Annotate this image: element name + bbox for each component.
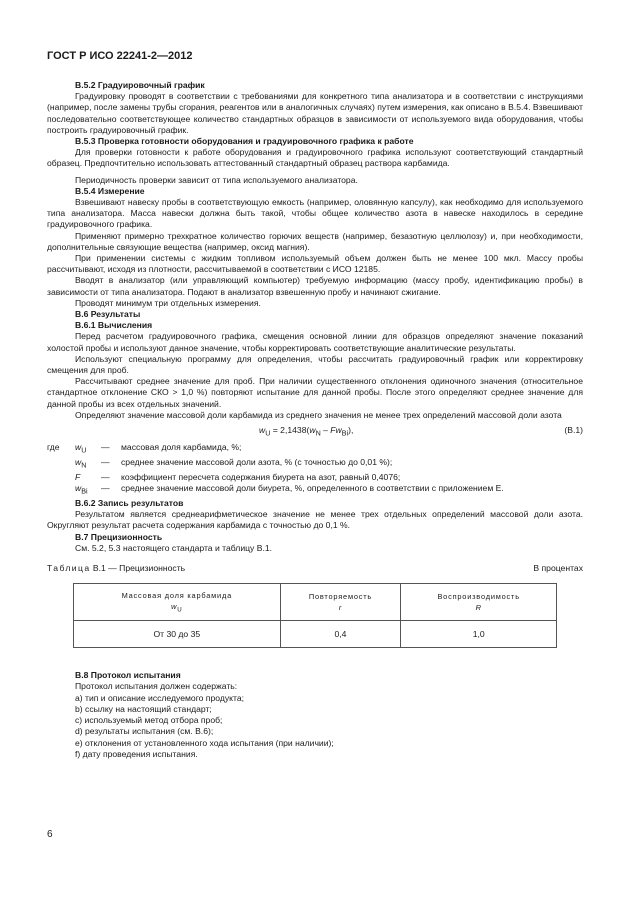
table-unit: В процентах xyxy=(533,563,583,574)
protocol-list xyxy=(75,681,583,759)
precision-table xyxy=(73,583,557,648)
table-cell: 0,4 xyxy=(280,621,401,648)
legend-symbol: $w_N$ xyxy=(75,457,87,470)
formula-legend: где $w_U$ — массовая доля карбамида, %; $w_N$ — среднее значение массовой доли азота, % (с точностью до 0,01 %); F — коэффициент пересчета содержания биурета на азот, равный 0,4076; $w_{Bi}$ — среднее значение массовой доли биурета, %, определенного в соответствии с приложением Е. xyxy=(47,442,583,498)
section-b61-paragraph-2: Используют специальную программу для определения, чтобы рассчитать градуировочный график или корректировку смещения для проб. xyxy=(47,353,583,376)
section-b54-paragraph-2: Применяют примерно трехкратное количество горючих веществ (например, безазотную целлюлозу) и, при необходимости, дополнительные связующие вещества (например, оксид магния). xyxy=(47,230,583,252)
formula-b1 xyxy=(47,425,583,439)
table-header-row xyxy=(74,584,557,621)
document-body xyxy=(47,80,583,760)
document-header: ГОСТ Р ИСО 22241-2—2012 xyxy=(47,50,193,62)
legend-symbol: F xyxy=(75,471,81,482)
section-b54-paragraph-1: Взвешивают навеску пробы в соответствующую емкость (например, оловянную капсулу), как необходимо для используемого типа анализатора. Масса навески должна быть такой, чтобы общее количество азота в навеске находилось в середине градуировочного графика. xyxy=(47,197,583,230)
table-header-cell: Массовая доля карбамида $w_U$ xyxy=(74,584,281,621)
table-caption xyxy=(47,563,583,574)
legend-text: коэффициент пересчета содержания биурета на азот, равный 0,4076; xyxy=(121,471,401,482)
list-item: b) ссылку на настоящий стандарт; xyxy=(75,703,212,714)
section-b54-paragraph-4: Вводят в анализатор (или управляющий компьютер) требуемую информацию (массу пробу, идентификацию пробы) в зависимости от типа анализатора. Подают в анализатор взвешенную пробу и начинают сжигание. xyxy=(47,275,583,297)
section-b61-title: В.6.1 Вычисления xyxy=(75,320,153,331)
section-b7-paragraph: См. 5.2, 5.3 настоящего стандарта и таблицу В.1. xyxy=(75,542,273,553)
list-item: e) отклонения от установленного хода испытания (при наличии); xyxy=(75,737,334,748)
section-b8-title: В.8 Протокол испытания xyxy=(75,670,181,681)
section-b54-paragraph-5: Проводят минимум три отдельных измерения. xyxy=(75,297,261,308)
section-b54-title: В.5.4 Измерение xyxy=(75,185,145,196)
table-cell: 1,0 xyxy=(401,621,557,648)
legend-where-word: где xyxy=(47,442,60,453)
list-item: a) тип и описание исследуемого продукта; xyxy=(75,692,245,703)
legend-symbol: $w_U$ xyxy=(75,442,87,455)
section-b52-title: В.5.2 Градуировочный график xyxy=(75,80,205,90)
formula-number: (В.1) xyxy=(564,425,583,436)
table-row xyxy=(74,621,557,648)
legend-text: массовая доля карбамида, %; xyxy=(121,442,242,453)
formula-expression: $w_U = 2,1438(w_N - Fw_{Bi})$, xyxy=(259,425,354,438)
protocol-intro: Протокол испытания должен содержать: xyxy=(75,681,238,692)
legend-symbol: $w_{Bi}$ xyxy=(75,483,88,496)
page-number: 6 xyxy=(47,829,53,840)
legend-text: среднее значение массовой доли азота, % (с точностью до 0,01 %); xyxy=(121,457,393,468)
section-b62-title: В.6.2 Запись результатов xyxy=(75,498,184,509)
list-item: f) дату проведения испытания. xyxy=(75,748,198,759)
section-b53-paragraph-2: Периодичность проверки зависит от типа используемого анализатора. xyxy=(75,174,358,185)
section-b61-paragraph-3: Рассчитывают среднее значение для проб. При наличии существенного отклонения одиночного значения (относительное стандартное отклонение СКО > 1,0 %) повторяют испытание для данной пробы. После этого определяют среднее значение для данной пробы из всех отдельных значений. xyxy=(47,376,583,409)
section-b6-title: В.6 Результаты xyxy=(75,309,141,320)
table-caption-prefix: Таблица xyxy=(47,563,91,574)
section-b53-paragraph-1: Для проверки готовности к работе оборудования и градуировочного графика используют соответствующий стандартный образец. Предпочтительно использовать аттестованный стандартный образец раствора карбамида. xyxy=(47,147,583,169)
list-item: d) результаты испытания (см. В.6); xyxy=(75,726,214,737)
list-item: c) используемый метод отбора проб; xyxy=(75,715,223,726)
section-b61-paragraph-4: Определяют значение массовой доли карбамида из среднего значения не менее трех определений массовой доли азота xyxy=(75,409,562,420)
table-header-cell: Повторяемость r xyxy=(280,584,401,621)
section-b62-paragraph: Результатом является среднеарифметическое значение не менее трех отдельных определений массовой доли азота. Округляют результат расчета содержания карбамида с точностью до 0,1 %. xyxy=(47,509,583,531)
section-b7-title: В.7 Прецизионность xyxy=(75,531,163,542)
section-b61-paragraph-1: Перед расчетом градуировочного графика, смещения основной линии для образцов определяют значение показаний холостой пробы и используют данное значение, чтобы корректировать соответствующие аналитические результаты. xyxy=(47,331,583,353)
table-header-cell: Воспроизводимость R xyxy=(401,584,557,621)
table-cell: От 30 до 35 xyxy=(74,621,281,648)
section-b52-paragraph: Градуировку проводят в соответствии с требованиями для конкретного типа анализатора и в соответствии с инструкциями (например, после замены трубы сгорания, реагентов или в аналогичных случаях) путем измерения, как описано в В.5.4. Взвешивают последовательно соответствующее количество стандартных образцов в зависимости от используемого вида оборудования, чтобы построить градуировочный график. xyxy=(47,91,583,135)
section-b53-title: В.5.3 Проверка готовности оборудования и градуировочного графика к работе xyxy=(75,136,414,147)
legend-text: среднее значение массовой доли биурета, %, определенного в соответствии с приложением Е. xyxy=(121,483,504,494)
section-b54-paragraph-3: При применении системы с жидким топливом используемый объем должен быть не менее 100 мкл. Массу пробы рассчитывают, исходя из плотности, рассчитываемой в соответствии с ИСО 12185. xyxy=(47,253,583,275)
table-caption-title: В.1 — Прецизионность xyxy=(90,563,186,574)
